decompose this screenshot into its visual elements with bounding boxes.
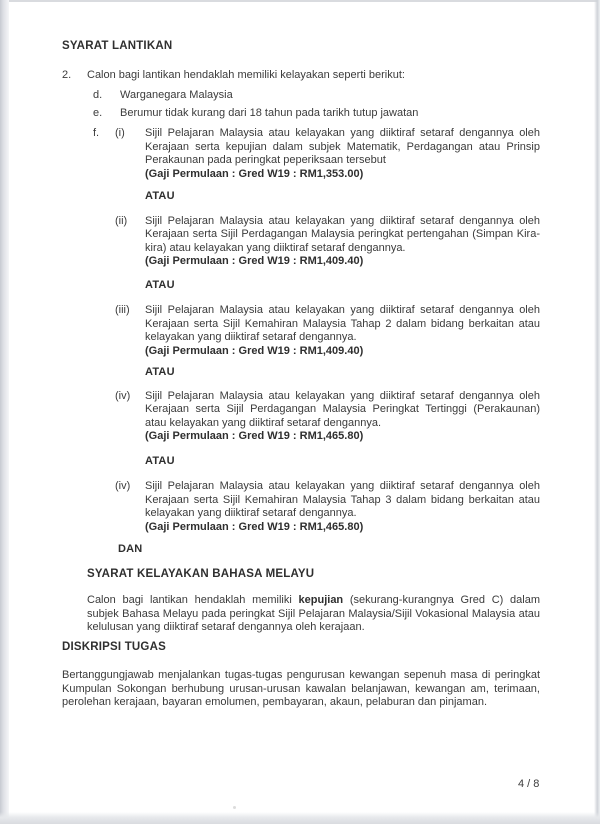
section-heading-diskripsi-tugas: DISKRIPSI TUGAS (62, 640, 166, 653)
qualification-marker: (i) (115, 127, 125, 139)
diskripsi-tugas-paragraph: Bertanggungjawab menjalankan tugas-tugas pengurusan kewangan sepenuh masa di peringkat Kumpulan Sokongan berhubung urusan-urusan kawalan belanjawan, kewangan am, terimaan, perolehan kerajaan, bayaran emolumen, pembayaran, akaun, pelaburan dan pinjaman. (62, 669, 540, 708)
criterion-marker: e. (93, 106, 103, 119)
paragraph-text: Calon bagi lantikan hendaklah memiliki (87, 594, 299, 606)
criterion-marker: f. (93, 127, 100, 139)
qualification-description: Sijil Pelajaran Malaysia atau kelayakan yang diiktiraf setaraf dengannya oleh Kerajaan serta Sijil Kemahiran Malaysia Tahap 3 dalam bidang berkaitan atau kelayakan yang diiktiraf setaraf dengannya. (145, 480, 540, 519)
gaji-permulaan-line: (Gaji Permulaan : Gred W19 : RM1,409.40) (145, 344, 364, 357)
gaji-permulaan-line: (Gaji Permulaan : Gred W19 : RM1,409.40) (145, 255, 364, 267)
gaji-permulaan-line: (Gaji Permulaan : Gred W19 : RM1,465.80) (145, 430, 364, 442)
criterion-f-qualification-1 (93, 127, 542, 181)
bahasa-melayu-paragraph (87, 594, 540, 635)
qualification-marker: (iii) (115, 304, 130, 316)
page-number: 4 / 8 (518, 778, 540, 790)
gaji-permulaan-line: (Gaji Permulaan : Gred W19 : RM1,465.80) (145, 520, 364, 533)
item-intro-text: Calon bagi lantikan hendaklah memiliki kelayakan seperti berikut: (87, 68, 405, 81)
numbered-item-2 (62, 69, 542, 83)
qualification-description: Sijil Pelajaran Malaysia atau kelayakan yang diiktiraf setaraf dengannya oleh Kerajaan serta Sijil Perdagangan Malaysia peringkat pertengahan (Simpan Kira-kira) atau kelayakan yang diiktiraf setaraf dengannya. (145, 214, 540, 254)
criterion-marker: d. (93, 89, 103, 101)
qualification-marker: (iv) (115, 389, 131, 402)
section-heading-syarat-lantikan: SYARAT LANTIKAN (62, 40, 173, 52)
qualification-marker: (iv) (115, 480, 131, 492)
criterion-e (93, 107, 542, 121)
scan-edge-right (594, 0, 600, 824)
section-heading-bahasa-melayu: SYARAT KELAYAKAN BAHASA MELAYU (87, 567, 315, 580)
qualification-item-5 (115, 480, 542, 534)
document-content (62, 40, 542, 710)
scan-edge-bottom (0, 812, 600, 824)
qualification-marker: (ii) (115, 214, 128, 227)
or-separator: ATAU (145, 190, 175, 202)
or-separator: ATAU (145, 454, 175, 467)
or-separator: ATAU (145, 278, 175, 291)
qualification-text (145, 215, 540, 269)
qualification-item-2 (115, 215, 542, 269)
scan-edge-left (0, 0, 9, 824)
paragraph-text: (sekurang-kurangnya Gred C) dalam subjek Bahasa Melayu pada peringkat Sijil Pelajaran Malaysia/Sijil Vokasional Malaysia atau kelulusan yang diiktiraf setaraf dengannya oleh kerajaan. (87, 594, 540, 633)
criterion-text: Berumur tidak kurang dari 18 tahun pada tarikh tutup jawatan (120, 106, 419, 119)
qualification-item (115, 127, 540, 181)
qualification-description: Sijil Pelajaran Malaysia atau kelayakan yang diiktiraf setaraf dengannya oleh Kerajaan serta Sijil Perdagangan Malaysia Peringkat Tertinggi (Perakaunan) atau kelayakan yang diiktiraf setaraf dengannya. (145, 389, 540, 429)
criterion-d (93, 89, 542, 103)
or-separator: ATAU (145, 366, 175, 378)
qualification-text (145, 127, 540, 181)
item-number: 2. (62, 68, 72, 81)
scan-artifact-dot (233, 806, 236, 809)
qualification-text (145, 304, 540, 358)
paragraph-bold-word: kepujian (298, 594, 344, 606)
qualification-description: Sijil Pelajaran Malaysia atau kelayakan yang diiktiraf setaraf dengannya oleh Kerajaan serta Sijil Kemahiran Malaysia Tahap 2 dalam bidang berkaitan atau kelayakan yang diiktiraf setaraf dengannya. (145, 304, 540, 343)
qualification-text (145, 390, 540, 444)
qualification-item-4 (115, 390, 542, 444)
scan-edge-top (0, 0, 600, 2)
qualification-description: Sijil Pelajaran Malaysia atau kelayakan yang diiktiraf setaraf dengannya oleh Kerajaan serta kepujian dalam subjek Matematik, Perdagangan atau Prinsip Perakaunan pada peringkat peperiksaan tersebut (145, 127, 540, 166)
qualification-item-3 (115, 304, 542, 358)
criterion-text: Warganegara Malaysia (120, 89, 233, 101)
gaji-permulaan-line: (Gaji Permulaan : Gred W19 : RM1,353.00) (145, 167, 364, 180)
and-separator: DAN (118, 543, 143, 555)
qualification-text (145, 480, 540, 534)
